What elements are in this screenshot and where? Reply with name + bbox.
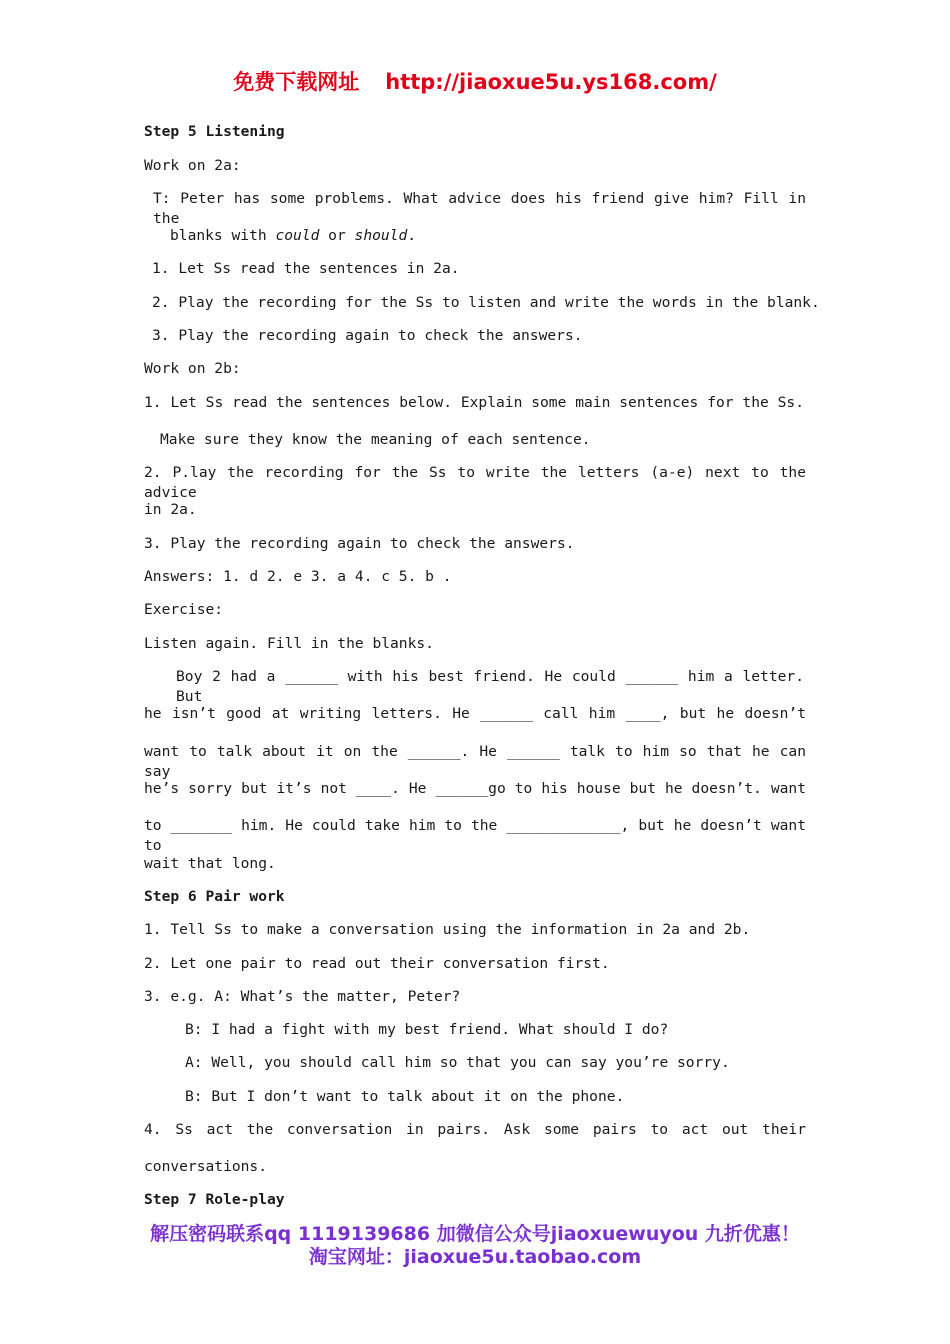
exercise-line: he isn’t good at writing letters. He ______ call him ____, but he doesn’t	[144, 705, 806, 722]
text-line: conversations.	[144, 1158, 268, 1175]
list-item: 2. Play the recording for the Ss to listen and write the words in the blank.	[152, 294, 820, 311]
italic-word: could	[275, 227, 320, 244]
dialogue-line: A: Well, you should call him so that you can say you’re sorry.	[185, 1054, 730, 1071]
header-url-link[interactable]: http://jiaoxue5u.ys168.com/	[385, 70, 717, 94]
exercise-line: he’s sorry but it’s not ____. He ______go to his house but he doesn’t. want	[144, 780, 806, 797]
subheading-2a: Work on 2a:	[144, 157, 241, 174]
dialogue-line: B: I had a fight with my best friend. What should I do?	[185, 1021, 669, 1038]
heading-step5: Step 5 Listening	[144, 123, 285, 140]
list-item: 1. Tell Ss to make a conversation using the information in 2a and 2b.	[144, 921, 751, 938]
exercise-line: wait that long.	[144, 855, 276, 872]
text-line: Make sure they know the meaning of each sentence.	[160, 431, 591, 448]
list-item: 3. Play the recording again to check the answers.	[152, 327, 583, 344]
heading-step6: Step 6 Pair work	[144, 888, 285, 905]
header-label: 免费下载网址	[233, 70, 360, 94]
list-item: 4. Ss act the conversation in pairs. Ask some pairs to act out their	[144, 1121, 806, 1138]
heading-step7: Step 7 Role-play	[144, 1191, 285, 1208]
list-item: 3. e.g. A: What’s the matter, Peter?	[144, 988, 461, 1005]
subheading-2b: Work on 2b:	[144, 360, 241, 377]
dialogue-line: B: But I don’t want to talk about it on the phone.	[185, 1088, 625, 1105]
text-line: Listen again. Fill in the blanks.	[144, 635, 434, 652]
exercise-line: to _______ him. He could take him to the _____________, but he doesn’t want to	[144, 817, 806, 854]
footer-shop-link[interactable]: 淘宝网址：jiaoxue5u.taobao.com	[308, 1246, 642, 1268]
list-item: 3. Play the recording again to check the answers.	[144, 535, 575, 552]
exercise-line: want to talk about it on the ______. He ______ talk to him so that he can say	[144, 743, 806, 780]
footer-contact: 解压密码联系qq 1119139686 加微信公众号jiaoxuewuyou 九折优惠！	[150, 1223, 800, 1245]
list-item: 1. Let Ss read the sentences below. Explain some main sentences for the Ss.	[144, 394, 804, 411]
subheading-exercise: Exercise:	[144, 601, 224, 618]
download-header	[0, 66, 950, 96]
italic-word: should	[354, 227, 408, 244]
answers-line: Answers: 1. d 2. e 3. a 4. c 5. b .	[144, 568, 452, 585]
exercise-line: Boy 2 had a ______ with his best friend. He could ______ him a letter. But	[176, 668, 804, 705]
list-item: 2. Let one pair to read out their conversation first.	[144, 955, 610, 972]
text-line: in 2a.	[144, 501, 197, 518]
text-line: blanks with could or should.	[170, 227, 417, 244]
list-item: 2. P.lay the recording for the Ss to write the letters (a-e) next to the advice	[144, 464, 806, 501]
text-line: T: Peter has some problems. What advice does his friend give him? Fill in the	[153, 190, 806, 227]
list-item: 1. Let Ss read the sentences in 2a.	[152, 260, 460, 277]
